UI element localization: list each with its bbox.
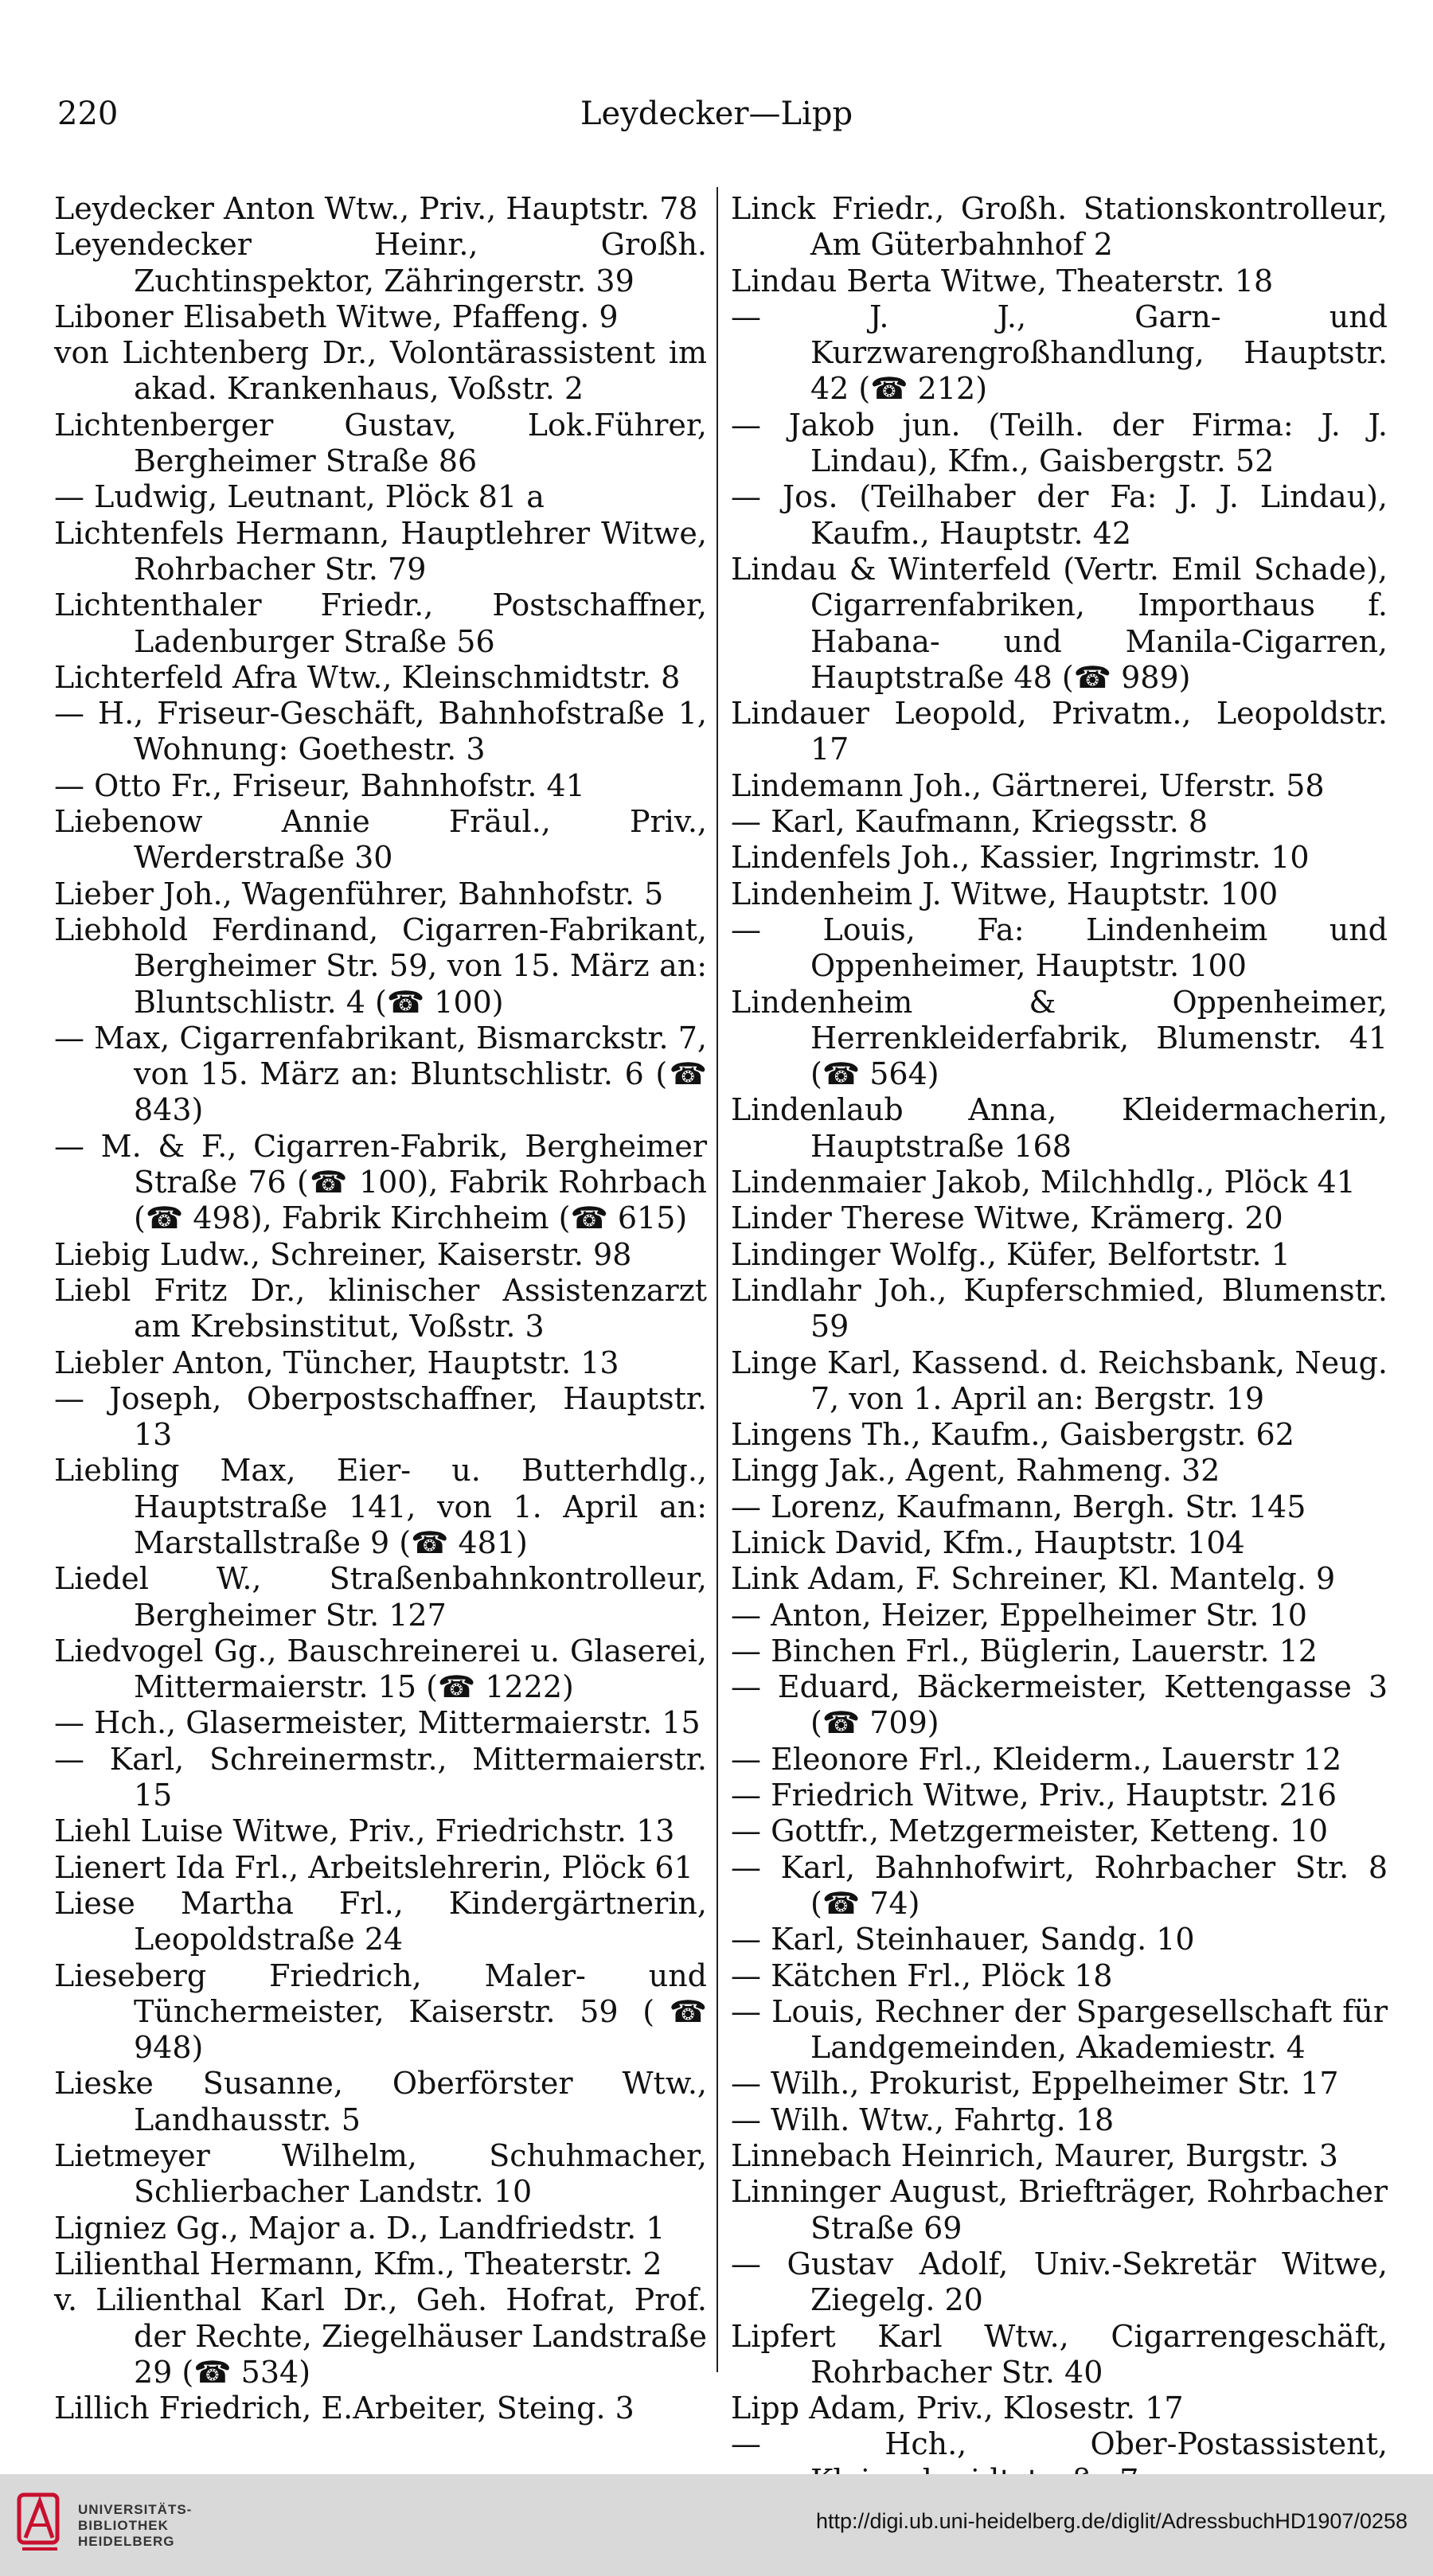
directory-entry: Liebler Anton, Tüncher, Hauptstr. 13 — [54, 1345, 619, 1380]
directory-entry: Lindauer Leopold, Privatm., Leopoldstr. 17 — [731, 696, 1388, 767]
directory-entry: Lindenlaub Anna, Kleidermacherin, Hauptstraße 168 — [731, 1092, 1388, 1164]
directory-entry: — Karl, Schreinermstr., Mittermaierstr. 15 — [54, 1741, 707, 1813]
directory-entry: — Jakob jun. (Teilh. der Firma: J. J. Lindau), Kfm., Gaisbergstr. 52 — [731, 407, 1388, 479]
directory-entry: Linck Friedr., Großh. Stationskontrolleur, Am Güterbahnhof 2 — [731, 191, 1388, 263]
directory-entry: — Wilh., Prokurist, Eppelheimer Str. 17 — [731, 2066, 1339, 2102]
directory-entry: — Karl, Kaufmann, Kriegsstr. 8 — [731, 804, 1208, 840]
directory-entry: Linder Therese Witwe, Krämerg. 20 — [731, 1200, 1283, 1236]
directory-entry: — Kätchen Frl., Plöck 18 — [731, 1957, 1113, 1993]
directory-entry: Linnebach Heinrich, Maurer, Burgstr. 3 — [731, 2138, 1338, 2174]
directory-entry: Leyendecker Heinr., Großh. Zuchtinspektor, Zähringerstr. 39 — [54, 227, 707, 299]
directory-entry: Liebig Ludw., Schreiner, Kaiserstr. 98 — [54, 1236, 632, 1272]
directory-entry: Lichtenthaler Friedr., Postschaffner, Ladenburger Straße 56 — [54, 587, 707, 659]
directory-entry: Lingg Jak., Agent, Rahmeng. 32 — [731, 1453, 1220, 1489]
directory-entry: Liedvogel Gg., Bauschreinerei u. Glaserei, Mittermaierstr. 15 (☎ 1222) — [54, 1633, 707, 1705]
directory-entry: Lindenheim & Oppenheimer, Herrenkleiderfabrik, Blumenstr. 41 (☎ 564) — [731, 984, 1388, 1092]
directory-entry: Lindinger Wolfg., Küfer, Belfortstr. 1 — [731, 1236, 1290, 1272]
directory-entry: Lindau & Winterfeld (Vertr. Emil Schade), Cigarrenfabriken, Importhaus f. Habana- und Manila-Cigarren, Hauptstraße 48 (☎ 989) — [731, 551, 1388, 695]
directory-entry: — Hch., Glasermeister, Mittermaierstr. 15 — [54, 1705, 701, 1741]
directory-entry: Lindenheim J. Witwe, Hauptstr. 100 — [731, 876, 1279, 911]
directory-entry: Lindenmaier Jakob, Milchhdlg., Plöck 41 — [731, 1165, 1356, 1200]
directory-entry: Liese Martha Frl., Kindergärtnerin, Leopoldstraße 24 — [54, 1885, 707, 1957]
directory-entry: Liedel W., Straßenbahnkontrolleur, Bergheimer Str. 127 — [54, 1561, 707, 1633]
library-name — [78, 2502, 192, 2550]
directory-entry: Lichterfeld Afra Wtw., Kleinschmidtstr. 8 — [54, 659, 681, 695]
directory-entry: Lindemann Joh., Gärtnerei, Uferstr. 58 — [731, 767, 1325, 803]
column-divider — [716, 187, 718, 2372]
directory-entry: Lindau Berta Witwe, Theaterstr. 18 — [731, 263, 1274, 299]
directory-entry: — Binchen Frl., Büglerin, Lauerstr. 12 — [731, 1633, 1318, 1669]
directory-entry: Liehl Luise Witwe, Priv., Friedrichstr. 13 — [54, 1813, 675, 1849]
directory-entry: — Eduard, Bäckermeister, Kettengasse 3 (☎ 709) — [731, 1669, 1388, 1741]
directory-entry: Linninger August, Briefträger, Rohrbacher Straße 69 — [731, 2174, 1388, 2246]
directory-entry: Lipp Adam, Priv., Klosestr. 17 — [731, 2391, 1184, 2426]
directory-entry: — Max, Cigarrenfabrikant, Bismarckstr. 7, von 15. März an: Bluntschlistr. 6 (☎ 843) — [54, 1020, 707, 1128]
directory-entry: — Louis, Rechner der Spargesellschaft für Landgemeinden, Akademiestr. 4 — [731, 1993, 1388, 2066]
directory-entry: Liebenow Annie Fräul., Priv., Werderstraße 30 — [54, 804, 707, 876]
right-column — [731, 191, 1388, 2499]
directory-entry: Lillich Friedrich, E.Arbeiter, Steing. 3 — [54, 2391, 635, 2426]
library-name-line: BIBLIOTHEK — [78, 2518, 169, 2533]
directory-entry: Lieske Susanne, Oberförster Wtw., Landhausstr. 5 — [54, 2066, 707, 2137]
directory-entry: Ligniez Gg., Major a. D., Landfriedstr. 1 — [54, 2210, 666, 2246]
library-name-line: HEIDELBERG — [78, 2534, 175, 2549]
directory-entry: Linick David, Kfm., Hauptstr. 104 — [731, 1524, 1245, 1560]
directory-entry: — H., Friseur-Geschäft, Bahnhofstraße 1, Wohnung: Goethestr. 3 — [54, 696, 707, 767]
directory-entry: — Ludwig, Leutnant, Plöck 81 a — [54, 479, 545, 515]
library-name-line: UNIVERSITÄTS- — [78, 2502, 193, 2517]
directory-entry: Lieber Joh., Wagenführer, Bahnhofstr. 5 — [54, 876, 664, 911]
directory-entry: — Hch., Ober-Postassistent, — [731, 2426, 1388, 2462]
directory-entry: — Louis, Fa: Lindenheim und Oppenheimer, Hauptstr. 100 — [731, 911, 1388, 984]
directory-entry: — Gustav Adolf, Univ.-Sekretär Witwe, Ziegelg. 20 — [731, 2246, 1388, 2318]
directory-entry: Lindlahr Joh., Kupferschmied, Blumenstr. 59 — [731, 1272, 1388, 1345]
directory-entry: von Lichtenberg Dr., Volontärassistent im akad. Krankenhaus, Voßstr. 2 — [54, 335, 707, 407]
directory-entry: Lietmeyer Wilhelm, Schuhmacher, Schlierbacher Landstr. 10 — [54, 2138, 707, 2210]
directory-entry: v. Lilienthal Karl Dr., Geh. Hofrat, Prof. der Rechte, Ziegelhäuser Landstraße 29 (☎ 534) — [54, 2282, 707, 2390]
directory-entry: Liebl Fritz Dr., klinischer Assistenzarzt am Krebsinstitut, Voßstr. 3 — [54, 1272, 707, 1345]
directory-entry: — J. J., Garn- und Kurzwarengroßhandlung, Hauptstr. 42 (☎ 212) — [731, 299, 1388, 407]
page-number: 220 — [57, 96, 119, 132]
directory-entry: — Jos. (Teilhaber der Fa: J. J. Lindau), Kaufm., Hauptstr. 42 — [731, 479, 1388, 551]
directory-entry: — M. & F., Cigarren-Fabrik, Bergheimer Straße 76 (☎ 100), Fabrik Rohrbach (☎ 498), Fabrik Kirchheim (☎ 615) — [54, 1128, 707, 1236]
left-column — [54, 191, 707, 2426]
directory-entry: — Friedrich Witwe, Priv., Hauptstr. 216 — [731, 1778, 1337, 1813]
directory-entry: Lienert Ida Frl., Arbeitslehrerin, Plöck 61 — [54, 1849, 693, 1885]
directory-entry: Lichtenfels Hermann, Hauptlehrer Witwe, Rohrbacher Str. 79 — [54, 515, 707, 587]
directory-entry: — Eleonore Frl., Kleiderm., Lauerstr 12 — [731, 1741, 1342, 1777]
page-title: Leydecker—Lipp — [580, 96, 853, 132]
directory-entry: Leydecker Anton Wtw., Priv., Hauptstr. 78 — [54, 191, 698, 226]
footer-bar — [0, 2474, 1433, 2576]
directory-entry: Lindenfels Joh., Kassier, Ingrimstr. 10 — [731, 840, 1310, 876]
directory-entry: — Lorenz, Kaufmann, Bergh. Str. 145 — [731, 1489, 1306, 1524]
source-url-link[interactable]: http://digi.ub.uni-heidelberg.de/diglit/AdressbuchHD1907/0258 — [815, 2509, 1408, 2533]
directory-entry: Liboner Elisabeth Witwe, Pfaffeng. 9 — [54, 299, 619, 334]
directory-entry: Liebling Max, Eier- u. Butterhdlg., Hauptstraße 141, von 1. April an: Marstallstraße 9 (☎ 481) — [54, 1453, 707, 1560]
directory-entry: Lipfert Karl Wtw., Cigarrengeschäft, Rohrbacher Str. 40 — [731, 2318, 1388, 2390]
directory-entry: — Karl, Steinhauer, Sandg. 10 — [731, 1922, 1195, 1957]
directory-entry: Link Adam, F. Schreiner, Kl. Mantelg. 9 — [731, 1561, 1336, 1597]
directory-entry: — Karl, Bahnhofwirt, Rohrbacher Str. 8 (☎ 74) — [731, 1849, 1388, 1921]
directory-entry: Liebhold Ferdinand, Cigarren-Fabrikant, Bergheimer Str. 59, von 15. März an: Bluntschlistr. 4 (☎ 100) — [54, 911, 707, 1020]
directory-entry: Lieseberg Friedrich, Maler- und Tünchermeister, Kaiserstr. 59 (☎ 948) — [54, 1957, 707, 2066]
directory-entry: Lichtenberger Gustav, Lok.Führer, Bergheimer Straße 86 — [54, 407, 707, 479]
directory-entry: Linge Karl, Kassend. d. Reichsbank, Neug. 7, von 1. April an: Bergstr. 19 — [731, 1345, 1388, 1416]
heidelberg-library-logo-icon — [16, 2490, 64, 2560]
directory-entry: — Anton, Heizer, Eppelheimer Str. 10 — [731, 1597, 1307, 1633]
directory-entry: — Gottfr., Metzgermeister, Ketteng. 10 — [731, 1813, 1329, 1849]
directory-entry: Lingens Th., Kaufm., Gaisbergstr. 62 — [731, 1417, 1294, 1453]
directory-entry: — Joseph, Oberpostschaffner, Hauptstr. 13 — [54, 1380, 707, 1453]
directory-entry: Lilienthal Hermann, Kfm., Theaterstr. 2 — [54, 2246, 662, 2281]
directory-entry: — Wilh. Wtw., Fahrtg. 18 — [731, 2102, 1115, 2137]
directory-entry: — Otto Fr., Friseur, Bahnhofstr. 41 — [54, 767, 585, 803]
